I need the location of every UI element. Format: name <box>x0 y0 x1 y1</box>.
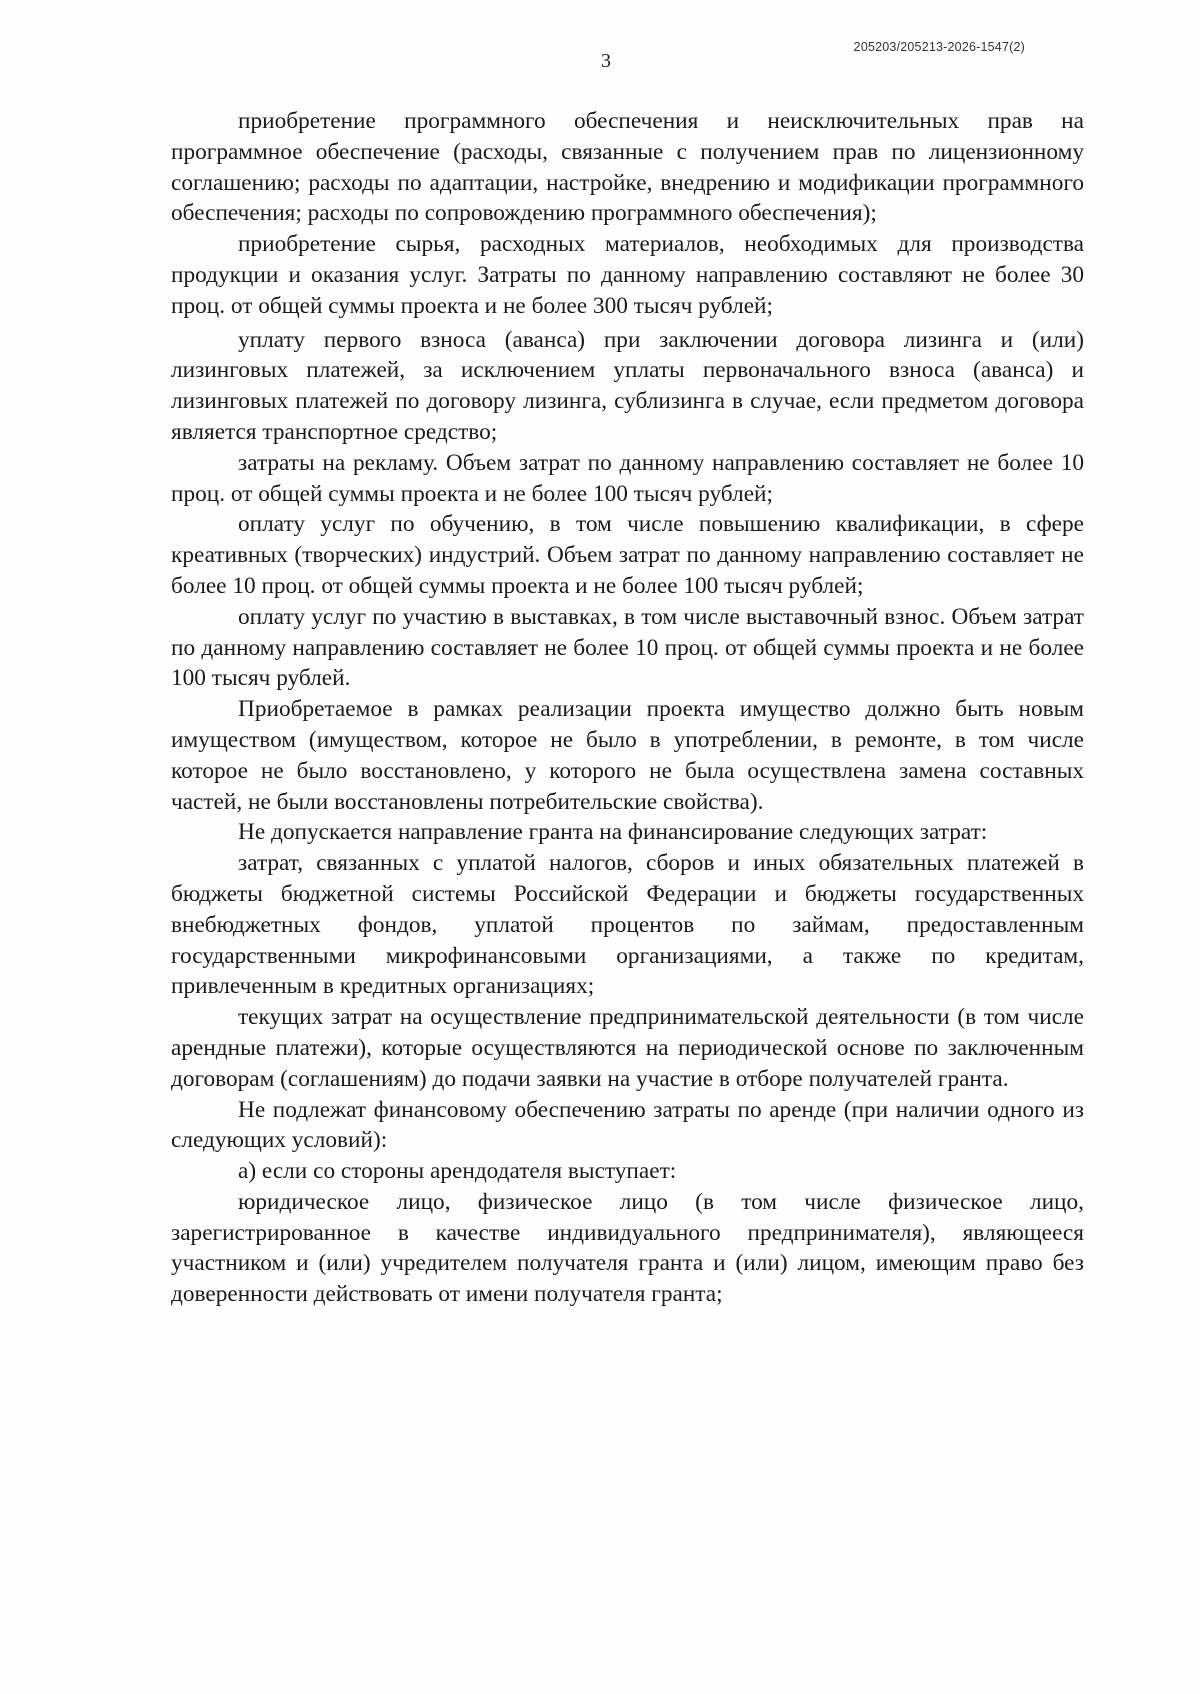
document-code: 205203/205213-2026-1547(2) <box>853 40 1025 54</box>
paragraph: приобретение программного обеспечения и неисключительных прав на программное обеспечение (расходы, связанные с получением прав по лицензионному соглашению; расходы по адаптации, настройке, внедрению и модификации программного обеспечения; расходы по сопровождению программного обеспечения); <box>171 108 1084 227</box>
paragraph: приобретение сырья, расходных материалов, необходимых для производства продукции и оказания услуг. Затраты по данному направлению составляют не более 30 проц. от общей суммы проекта и не более 300 тысяч рублей; <box>171 231 1084 319</box>
paragraph: уплату первого взноса (аванса) при заключении договора лизинга и (или) лизинговых платежей, за исключением уплаты первоначального взноса (аванса) и лизинговых платежей по договору лизинга, сублизинга в случае, если предметом договора является транспортное средство; <box>171 326 1084 445</box>
paragraph: оплату услуг по обучению, в том числе повышению квалификации, в сфере креативных (творческих) индустрий. Объем затрат по данному направлению составляет не более 10 проц. от общей суммы проекта и не более 100 тысяч рублей; <box>171 511 1084 599</box>
paragraph: текущих затрат на осуществление предпринимательской деятельности (в том числе арендные платежи), которые осуществляются на периодической основе по заключенным договорам (соглашениям) до подачи заявки на участие в отборе получателей гранта. <box>171 1004 1084 1092</box>
paragraph: затрат, связанных с уплатой налогов, сборов и иных обязательных платежей в бюджеты бюджетной системы Российской Федерации и бюджеты государственных внебюджетных фондов, уплатой процентов по займам, предоставленным государственными микрофинансовыми организациями, а также по кредитам, привлеченным в кредитных организациях; <box>171 850 1084 1000</box>
paragraph: затраты на рекламу. Объем затрат по данному направлению составляет не более 10 проц. от общей суммы проекта и не более 100 тысяч рублей; <box>171 449 1084 507</box>
paragraph: юридическое лицо, физическое лицо (в том числе физическое лицо, зарегистрированное в качестве индивидуального предпринимателя), являющееся участником и (или) учредителем получателя гранта и (или) лицом, имеющим право без доверенности действовать от имени получателя гранта; <box>171 1188 1084 1308</box>
page-number: 3 <box>601 50 611 72</box>
paragraph: Не подлежат финансовому обеспечению затраты по аренде (при наличии одного из следующих условий): <box>171 1096 1084 1154</box>
paragraph: оплату услуг по участию в выставках, в том числе выставочный взнос. Объем затрат по данному направлению составляет не более 10 проц. от общей суммы проекта и не более 100 тысяч рублей. <box>171 603 1084 692</box>
paragraph: Не допускается направление гранта на финансирование следующих затрат: <box>238 819 988 846</box>
paragraph: а) если со стороны арендодателя выступает: <box>238 1158 677 1185</box>
document-body <box>171 106 1084 1310</box>
paragraph: Приобретаемое в рамках реализации проекта имущество должно быть новым имуществом (имуществом, которое не было в употреблении, в ремонте, в том числе которое не было восстановлено, у которого не была осуществлена замена составных частей, не были восстановлены потребительские свойства). <box>171 696 1084 815</box>
